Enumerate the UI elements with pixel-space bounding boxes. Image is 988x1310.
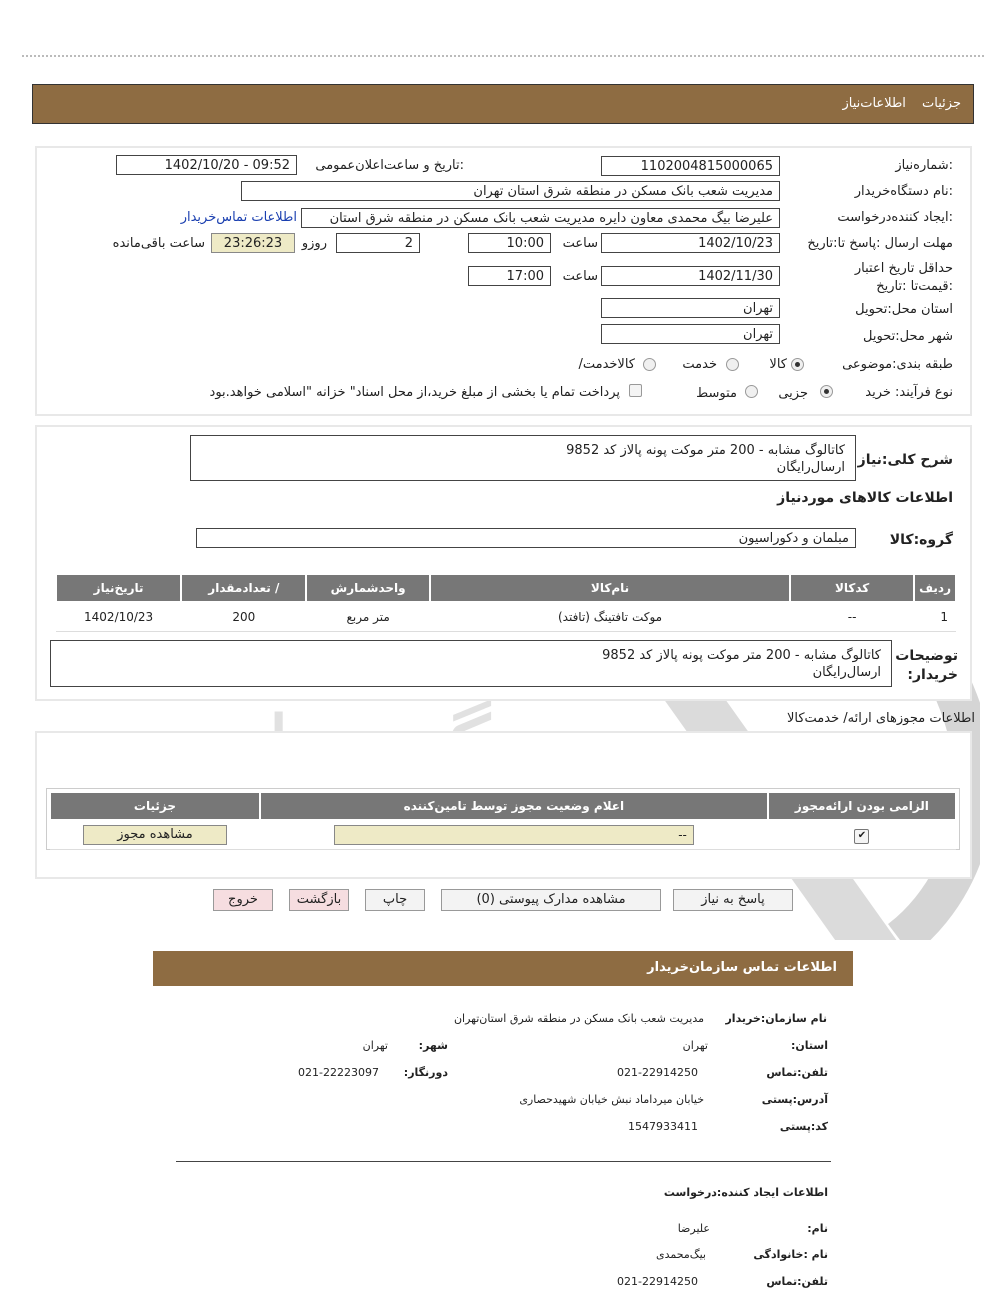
category-label: طبقه بندی:موضوعی [842, 357, 953, 372]
treasury-payment-note: پرداخت تمام یا بخشی از مبلغ خرید،از محل اسناد" خزانه "اسلامی خواهد.بود [209, 385, 620, 400]
contact-phone-label: تلفن:تماس [766, 1066, 828, 1079]
reply-button[interactable]: پاسخ به نیاز [673, 889, 793, 911]
buyer-notes-line-2: ارسال‌رایگان [812, 665, 881, 680]
province-field: تهران [601, 298, 780, 318]
category-goods-radio[interactable] [791, 358, 804, 371]
col-unit: واحدشمارش [306, 574, 429, 602]
permit-status-field[interactable]: -- [334, 825, 694, 845]
creator-family-label: نام :خانوادگی [753, 1248, 828, 1261]
city-field: تهران [601, 324, 780, 344]
contact-province-label: :استان [790, 1039, 828, 1052]
permit-details-cell [50, 820, 260, 850]
back-button[interactable]: بازگشت [289, 889, 349, 911]
buyer-org-field: مدیریت شعب بانک مسکن در منطقه شرق استان تهران [241, 181, 780, 201]
category-goods-service-radio[interactable] [643, 358, 656, 371]
category-service-label: خدمت [682, 357, 717, 372]
col-name: نام‌کالا [430, 574, 790, 602]
remaining-label: ساعت باقی‌مانده [112, 236, 205, 251]
cell-qty: 200 [181, 602, 306, 632]
contact-postal-value: 1547933411 [628, 1120, 698, 1133]
col-qty: / تعدادمقدار [181, 574, 306, 602]
view-permit-button[interactable]: مشاهده مجوز [83, 825, 227, 845]
process-partial-label: جزیی [778, 386, 808, 401]
treasury-payment-checkbox[interactable] [629, 384, 642, 397]
contact-fax-value: 021-22223097 [298, 1066, 379, 1079]
summary-line-2: ارسال‌رایگان [776, 460, 845, 475]
permit-required-cell [768, 820, 956, 850]
summary-label: شرح کلی:نیاز [857, 452, 953, 468]
group-field: مبلمان و دکوراسیون [196, 528, 856, 548]
permits-title: اطلاعات مجوزهای ارائه/ خدمت‌کالا [786, 711, 975, 726]
buyer-contact-link[interactable]: اطلاعات تماس‌خریدار [180, 210, 297, 225]
top-header-bar [32, 84, 974, 124]
cell-code: -- [790, 602, 914, 632]
validity-time-field: 17:00 [468, 266, 551, 286]
tab-details[interactable]: جزئیات [922, 96, 961, 111]
days-field: 2 [336, 233, 420, 253]
validity-hour-label: ساعت [562, 269, 598, 284]
creator-family-value: بیگ‌محمدی [656, 1248, 706, 1261]
attachments-button[interactable]: مشاهده مدارک پیوستی (0) [441, 889, 661, 911]
col-row: ردیف [914, 574, 956, 602]
days-label: روزو [301, 236, 327, 251]
city-label: شهر محل:تحویل [863, 329, 953, 344]
org-value: مدیریت شعب بانک مسکن در منطقه شرق استان‌تهران [453, 1012, 704, 1025]
org-label: نام سازمان:خریدار [725, 1012, 827, 1025]
contact-address-value: خیابان میرداماد نبش خیابان شهیدحصاری [519, 1093, 704, 1106]
col-code: کدکالا [790, 574, 914, 602]
exit-button[interactable]: خروج [213, 889, 273, 911]
process-partial-radio[interactable] [820, 385, 833, 398]
col-permit-status: اعلام وضعیت مجوز توسط تامین‌کننده [260, 792, 768, 820]
buyer-notes-label-1: توضیحات [895, 648, 958, 664]
buyer-notes-label-2: :خریدار [907, 667, 958, 683]
summary-field [190, 435, 856, 481]
category-goods-label: کالا [769, 357, 787, 372]
process-medium-label: متوسط [696, 386, 737, 401]
validity-date-field: 1402/11/30 [601, 266, 780, 286]
print-button[interactable]: چاپ [365, 889, 425, 911]
col-permit-required: الزامی بودن ارائه‌مجوز [768, 792, 956, 820]
announce-field: 1402/10/20 - 09:52 [116, 155, 297, 175]
group-label: گروه:کالا [889, 532, 953, 548]
creator-title: اطلاعات ایجاد کننده:درخواست [663, 1186, 828, 1199]
cell-row: 1 [914, 602, 956, 632]
reply-hour-label: ساعت [562, 236, 598, 251]
process-label: نوع فرآیند: خرید [865, 385, 953, 400]
need-number-label: شماره‌نیاز: [895, 158, 953, 173]
buyer-notes-field [50, 640, 892, 687]
permit-required-checkbox: ✔ [854, 829, 869, 844]
category-goods-service-label: /کالاخدمت [578, 357, 635, 372]
permit-row [50, 820, 956, 850]
cell-name: موکت تافتینگ (تافتد) [430, 602, 790, 632]
process-medium-radio[interactable] [745, 385, 758, 398]
cell-date: 1402/10/23 [56, 602, 181, 632]
creator-label: ایجاد کننده‌درخواست: [837, 210, 953, 225]
tab-need-info[interactable]: اطلاعات‌نیاز [842, 96, 906, 111]
need-number-field: 1102004815000065 [601, 156, 780, 176]
buyer-notes-line-1: کاتالوگ مشابه - 200 متر موکت پونه پالاز کد 9852 [602, 648, 881, 663]
creator-field: علیرضا بیگ محمدی معاون دایره مدیریت شعب بانک مسکن در منطقه شرق استان [301, 208, 780, 228]
contact-province-value: تهران [682, 1039, 708, 1052]
col-permit-details: جزئیات [50, 792, 260, 820]
validity-label: حداقل تاریخ اعتبار :قیمت‌تا :تاریخ [854, 261, 953, 294]
contact-city-label: :شهر [418, 1039, 448, 1052]
creator-name-label: :نام [807, 1222, 828, 1235]
creator-phone-label: تلفن:تماس [766, 1275, 828, 1288]
summary-line-1: کاتالوگ مشابه - 200 متر موکت پونه پالاز کد 9852 [566, 443, 845, 458]
reply-time-field: 10:00 [468, 233, 551, 253]
contact-address-label: آدرس:پستی [761, 1093, 828, 1106]
top-divider [22, 55, 984, 59]
creator-phone-value: 021-22914250 [617, 1275, 698, 1288]
category-service-radio[interactable] [726, 358, 739, 371]
announce-label: تاریخ و ساعت‌اعلان‌عمومی: [315, 158, 464, 173]
contact-postal-label: کد:پستی [779, 1120, 828, 1133]
reply-date-field: 1402/10/23 [601, 233, 780, 253]
contact-fax-label: :دورنگار [403, 1066, 448, 1079]
contact-header [153, 951, 853, 986]
buyer-org-label: نام دستگاه‌خریدار: [854, 184, 953, 199]
table-row [56, 602, 956, 632]
remaining-time-field: 23:26:23 [211, 233, 295, 253]
permits-table [49, 791, 957, 850]
province-label: استان محل:تحویل [855, 302, 953, 317]
reply-deadline-label: مهلت ارسال :پاسخ تا:تاریخ [807, 236, 953, 251]
creator-name-value: علیرضا [677, 1222, 710, 1235]
goods-table [55, 573, 957, 632]
contact-city-value: تهران [362, 1039, 388, 1052]
buyer-notes-label [895, 647, 958, 685]
contact-divider [176, 1161, 831, 1162]
col-date: تاریخ‌نیاز [56, 574, 181, 602]
permit-status-cell [260, 820, 768, 850]
contact-title: اطلاعات تماس سازمان‌خریدار [647, 960, 837, 975]
goods-info-label: اطلاعات کالاهای مورد‌نیاز [777, 490, 953, 506]
cell-unit: متر مربع [306, 602, 429, 632]
contact-phone-value: 021-22914250 [617, 1066, 698, 1079]
